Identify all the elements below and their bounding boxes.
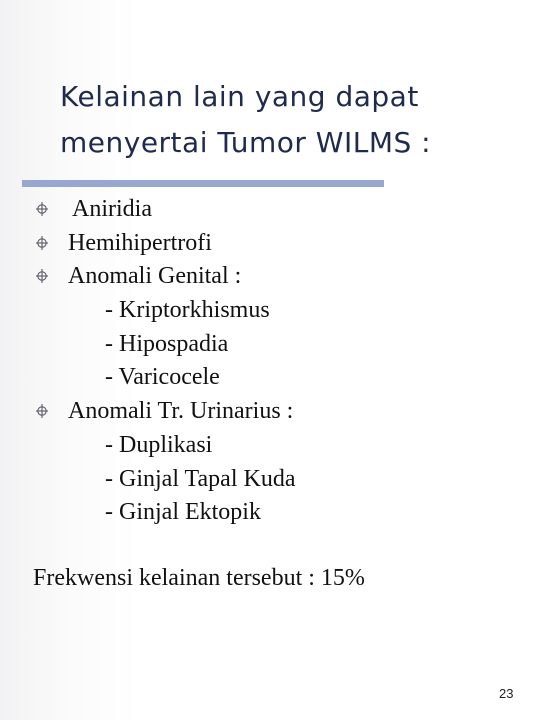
sub-item-text: - Ginjal Ektopik (105, 499, 261, 526)
sub-item-text: - Duplikasi (105, 431, 213, 458)
bullet-list (0, 193, 540, 530)
crosshair-bullet-icon (35, 404, 49, 418)
bullet-text: Anomali Genital : (68, 263, 242, 290)
bullet-text: Hemihipertrofi (68, 229, 212, 256)
title-underline-bar (22, 180, 384, 187)
slide-title (60, 74, 520, 166)
sub-item-text: - Varicocele (105, 364, 220, 391)
page-number: 23 (499, 686, 514, 701)
bullet-item (0, 395, 540, 429)
sub-item (0, 361, 540, 395)
bullet-text: Anomali Tr. Urinarius : (68, 398, 294, 425)
slide-title-line-1: Kelainan lain yang dapat (60, 80, 419, 113)
crosshair-bullet-icon (35, 269, 49, 283)
sub-item (0, 463, 540, 497)
bullet-item (0, 227, 540, 261)
bullet-item (0, 260, 540, 294)
sub-item (0, 294, 540, 328)
sub-item-text: - Ginjal Tapal Kuda (105, 465, 296, 492)
sub-item-text: - Hipospadia (105, 330, 229, 357)
sub-item (0, 328, 540, 362)
crosshair-bullet-icon (35, 202, 49, 216)
slide-title-line-2: menyertai Tumor WILMS : (60, 126, 432, 159)
frequency-note: Frekwensi kelainan tersebut : 15% (33, 565, 365, 591)
bullet-text: Aniridia (72, 196, 152, 222)
sub-item (0, 496, 540, 530)
sub-item (0, 429, 540, 463)
sub-item-text: - Kriptorkhismus (105, 297, 270, 324)
bullet-item (0, 193, 540, 227)
crosshair-bullet-icon (35, 236, 49, 250)
